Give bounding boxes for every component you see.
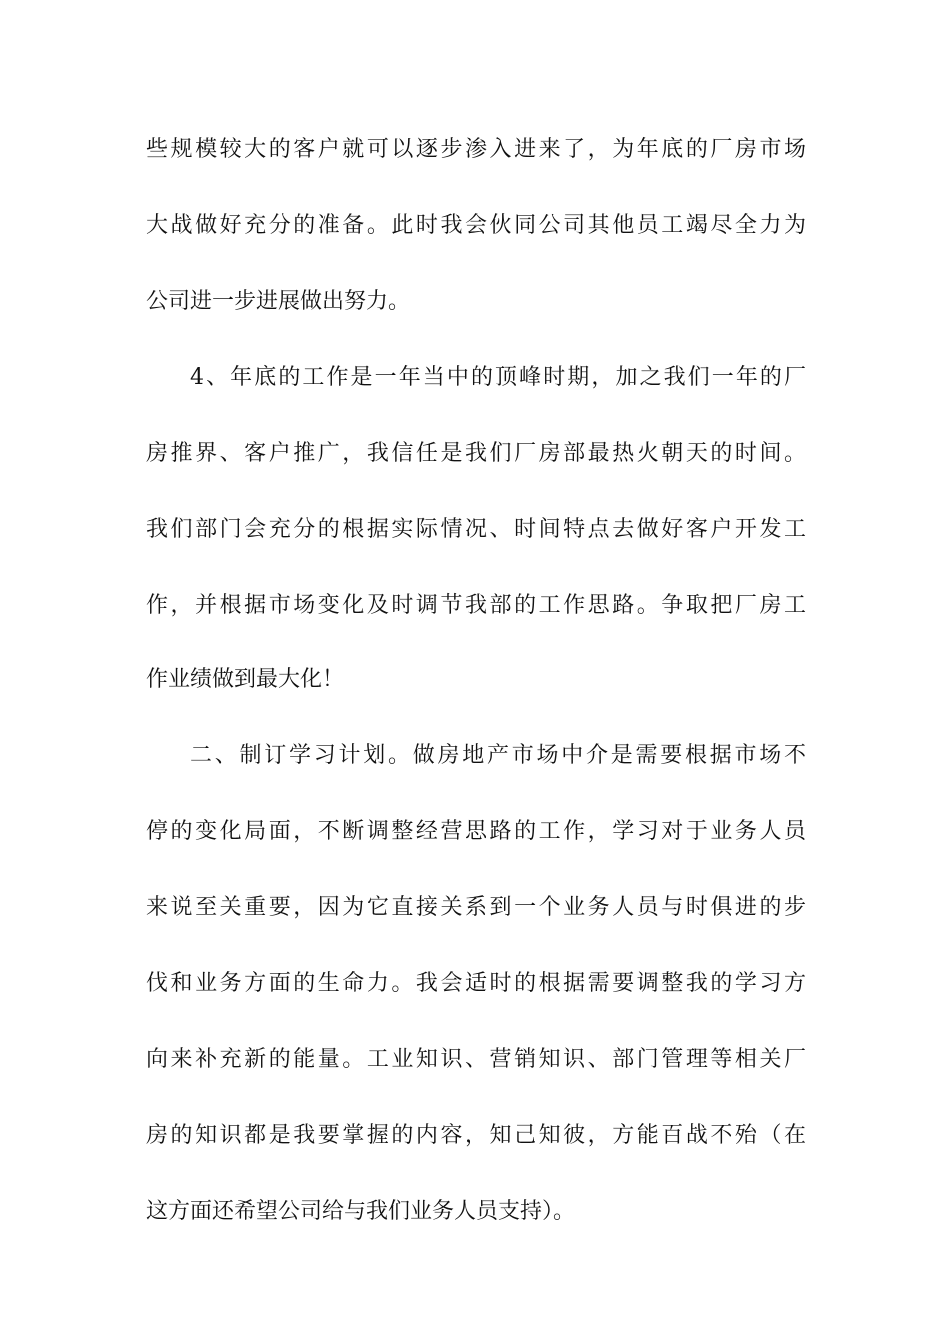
text-line-12: 伐和业务方面的生命力。我会适时的根据需要调整我的学习方 xyxy=(146,971,806,996)
text-line-9: 二、制订学习计划。做房地产市场中介是需要根据市场不 xyxy=(190,743,806,768)
text-line-11: 来说至关重要，因为它直接关系到一个业务人员与时俱进的步 xyxy=(146,895,806,920)
text-line-3: 公司进一步进展做出努力。 xyxy=(146,289,411,314)
text-line-5: 房推界、客户推广，我信任是我们厂房部最热火朝天的时间。 xyxy=(146,441,806,466)
text-line-14: 房的知识都是我要掌握的内容，知己知彼，方能百战不殆（在 xyxy=(146,1123,806,1148)
text-line-10: 停的变化局面，不断调整经营思路的工作，学习对于业务人员 xyxy=(146,819,806,844)
text-line-2: 大战做好充分的准备。此时我会伙同公司其他员工竭尽全力为 xyxy=(146,213,806,238)
text-line-15: 这方面还希望公司给与我们业务人员支持）。 xyxy=(146,1199,576,1224)
text-line-1: 些规模较大的客户就可以逐步渗入进来了，为年底的厂房市场 xyxy=(146,137,806,162)
text-line-7: 作，并根据市场变化及时调节我部的工作思路。争取把厂房工 xyxy=(146,593,806,618)
text-line-13: 向来补充新的能量。工业知识、营销知识、部门管理等相关厂 xyxy=(146,1047,806,1072)
text-line-4: 4、年底的工作是一年当中的顶峰时期，加之我们一年的厂 xyxy=(190,365,806,390)
text-line-6: 我们部门会充分的根据实际情况、时间特点去做好客户开发工 xyxy=(146,517,806,542)
text-line-8: 作业绩做到最大化！ xyxy=(146,667,345,692)
